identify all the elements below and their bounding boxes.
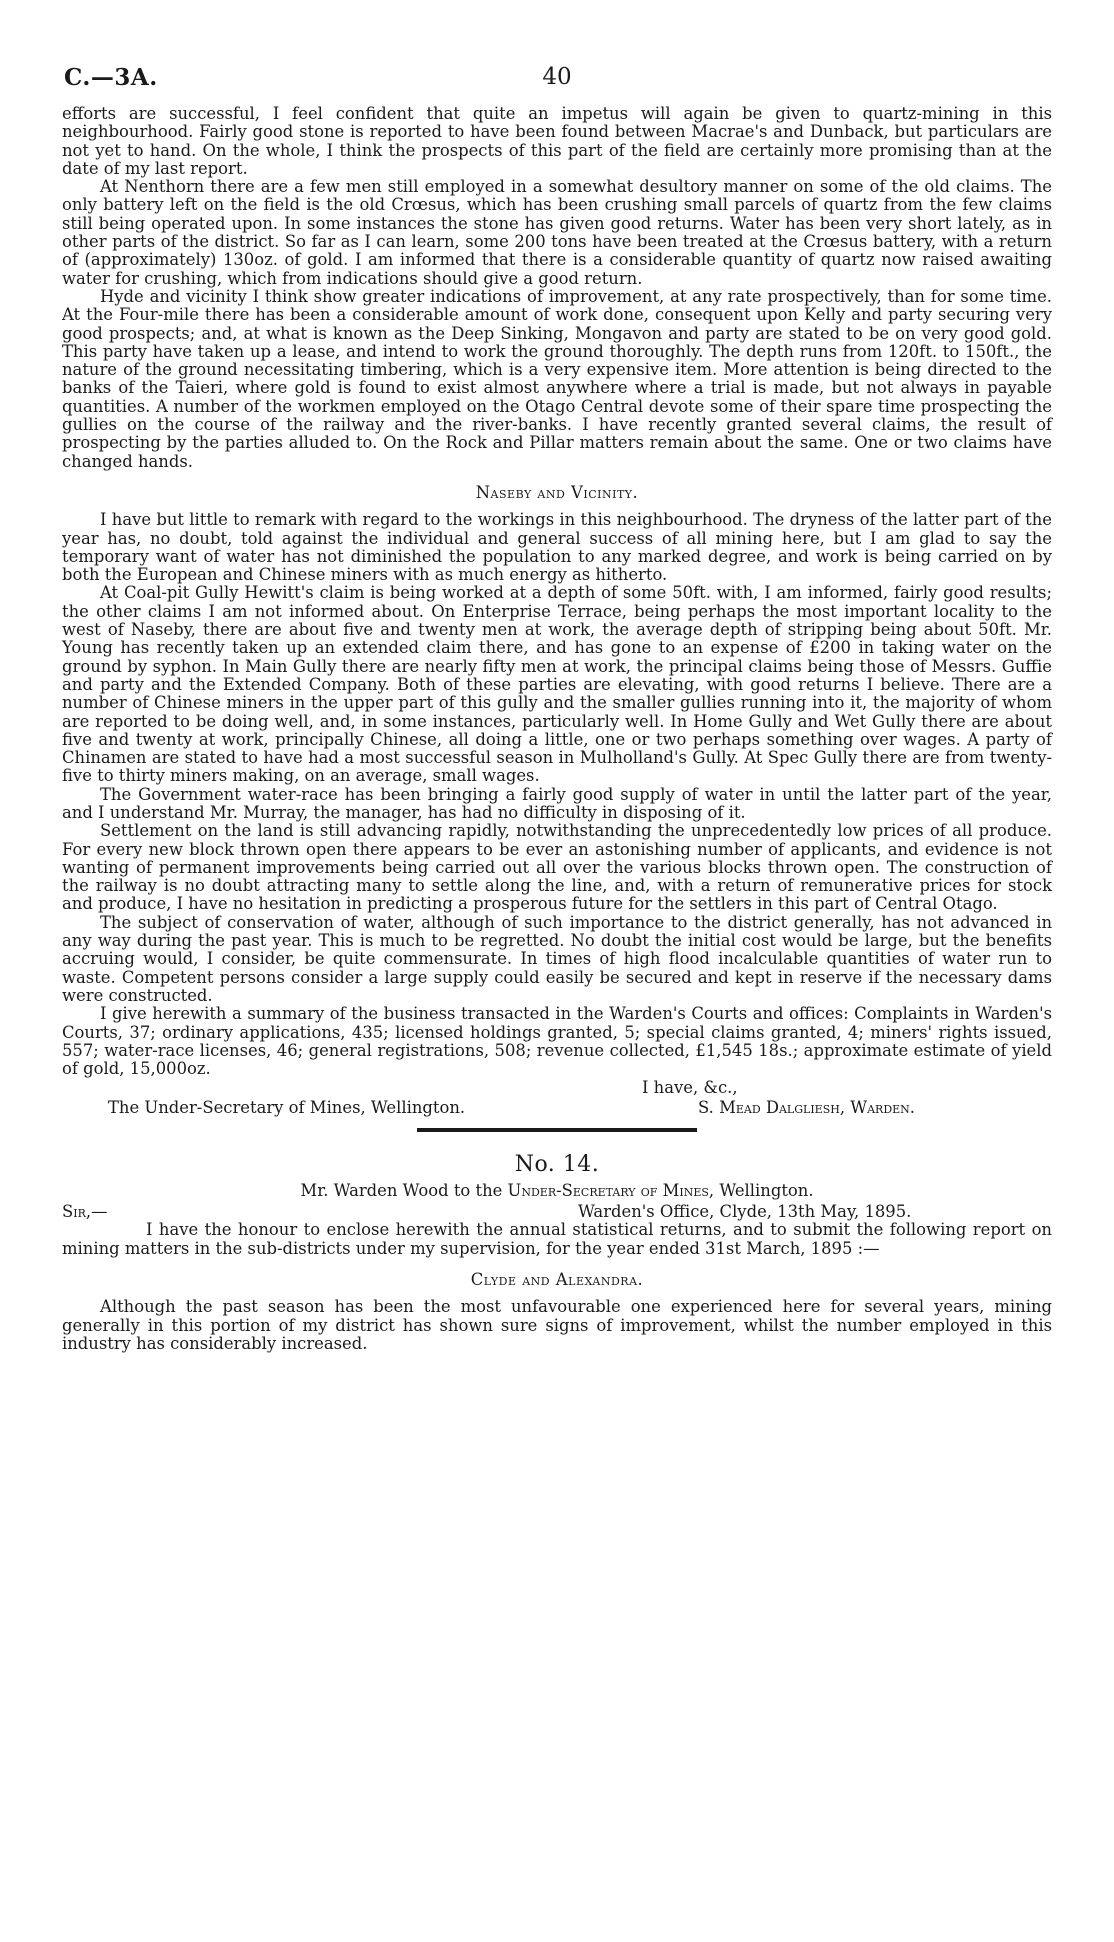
- section-divider: [417, 1128, 697, 1132]
- from-suffix: , Wellington.: [708, 1181, 814, 1201]
- paragraph: Hyde and vicinity I think show greater indications of improvement, at any rate prospectively, than for some time. At the Four-mile there has been a considerable amount of work done, consequent upon Kelly and party securing very good prospects; and, at what is known as the Deep Sinking, Mongavon and party are stated to be on very good gold. This party have taken up a lease, and intend to work the ground thoroughly. The depth runs from 120ft. to 150ft., the nature of the ground necessitating timbering, which is a very expensive item. More attention is being directed to the banks of the Taieri, where gold is found to exist almost anywhere where a trial is made, but not always in payable quantities. A number of the workmen employed on the Otago Central devote some of their spare time prospecting the gullies on the course of the railway and the river-banks. I have recently granted several claims, the result of prospecting by the parties alluded to. On the Rock and Pillar matters remain about the same. One or two claims have changed hands.: [62, 286, 1052, 471]
- paragraph: The subject of conservation of water, although of such importance to the district generally, has not advanced in any way during the past year. This is much to be regretted. No doubt the initial cost would be large, but the benefits accruing would, I consider, be quite commensurate. In times of high flood incalculable quantities of water run to waste. Competent persons consider a large supply could easily be secured and kept in reserve if the necessary dams were constructed.: [62, 912, 1052, 1005]
- document-reference: C.—3A.: [64, 64, 158, 91]
- letter14-body: [62, 1221, 1052, 1353]
- page-number: 40: [542, 64, 572, 90]
- letter-from-line: [62, 1181, 1052, 1200]
- from-prefix: Mr. Warden Wood to the: [300, 1181, 508, 1201]
- document-page: [62, 56, 1052, 1353]
- section-heading-naseby: Naseby and Vicinity.: [475, 482, 639, 502]
- paragraph: efforts are successful, I feel confident that quite an impetus will again be given to quartz-mining in this neighbourhood. Fairly good stone is reported to have been found between Macrae's and Dunback, but particulars are not yet to hand. On the whole, I think the prospects of this part of the field are certainly more promising than at the date of my last report.: [62, 104, 1052, 178]
- paragraph: At Nenthorn there are a few men still employed in a somewhat desultory manner on some of the old claims. The only battery left on the field is the old Crœsus, which has been crushing small parcels of quartz from the few claims still being operated upon. In some instances the stone has given good returns. Water has been very short lately, as in other parts of the district. So far as I can learn, some 200 tons have been treated at the Crœsus battery, with a return of (approximately) 130oz. of gold. I am informed that there is a considerable quantity of quartz now raised awaiting water for crushing, which from indications should give a good return.: [62, 177, 1052, 288]
- paragraph: I have the honour to enclose herewith the annual statistical returns, and to submit the following report on mining matters in the sub-districts under my supervision, for the year ended 31st March, 1895 :—: [62, 1220, 1052, 1258]
- letter-signoff: [62, 1078, 1052, 1116]
- from-recipient: Under-Secretary of Mines: [507, 1181, 709, 1201]
- office-date: Warden's Office, Clyde, 13th May, 1895.: [578, 1202, 912, 1222]
- paragraph: I have but little to remark with regard to the workings in this neighbourhood. The dryness of the latter part of the year has, no doubt, told against the individual and general success of all mining here, but I am glad to say the temporary want of water has not diminished the population to any marked degree, and work is being carried on by both the European and Chinese miners with as much energy as hitherto.: [62, 510, 1052, 585]
- report-body: [62, 105, 1052, 1078]
- paragraph: Settlement on the land is still advancing rapidly, notwithstanding the unprecedentedly low prices of all produce. For every new block thrown open there appears to be ever an astonishing number of applicants, and evidence is not wanting of permanent improvements being carried out all over the various blocks thrown open. The construction of the railway is no doubt attracting many to settle along the line, and, with a return of remunerative prices for stock and produce, I have no hesitation in predicting a prosperous future for the settlers in this part of Central Otago.: [62, 821, 1052, 914]
- salutation: Sir,—: [62, 1202, 108, 1222]
- letter-number-title: No. 14.: [514, 1152, 600, 1178]
- page-header: [62, 56, 1052, 96]
- paragraph: Although the past season has been the most unfavourable one experienced here for several years, mining generally in this portion of my district has shown sure signs of improvement, whilst the number employed in this industry has considerably increased.: [62, 1297, 1052, 1353]
- signature: S. Mead Dalgliesh, Warden.: [698, 1098, 916, 1118]
- section-heading-clyde: Clyde and Alexandra.: [470, 1270, 644, 1290]
- closing-phrase: I have, &c.,: [642, 1078, 738, 1098]
- paragraph: I give herewith a summary of the business transacted in the Warden's Courts and offices: Complaints in Warden's Courts, 37; ordinary applications, 435; licensed holdings granted, 5; special claims granted, 4; miners' rights issued, 557; water-race licenses, 46; general registrations, 508; revenue collected, £1,545 18s.; approximate estimate of yield of gold, 15,000oz.: [62, 1004, 1052, 1079]
- salutation-line: [62, 1202, 1052, 1221]
- addressee: The Under-Secretary of Mines, Wellington.: [108, 1098, 466, 1118]
- paragraph: The Government water-race has been bringing a fairly good supply of water in until the latter part of the year, and I understand Mr. Murray, the manager, has had no difficulty in disposing of it.: [62, 784, 1052, 822]
- paragraph: At Coal-pit Gully Hewitt's claim is being worked at a depth of some 50ft. with, I am informed, fairly good results; the other claims I am not informed about. On Enterprise Terrace, being perhaps the most important locality to the west of Naseby, there are about five and twenty men at work, the average depth of stripping being about 50ft. Mr. Young has recently taken up an extended claim there, and has gone to an expense of £200 in taking water on the ground by syphon. In Main Gully there are nearly fifty men at work, the principal claims being those of Messrs. Guffie and party and the Extended Company. Both of these parties are elevating, with good returns I believe. There are a number of Chinese miners in the upper part of this gully and the smaller gullies running into it, the majority of whom are reported to be doing well, and, in some instances, particularly well. In Home Gully and Wet Gully there are about five and twenty at work, principally Chinese, all doing a little, one or two perhaps something over wages. A party of Chinamen are stated to have had a most successful season in Mulholland's Gully. At Spec Gully there are from twenty-five to thirty miners making, on an average, small wages.: [62, 583, 1052, 786]
